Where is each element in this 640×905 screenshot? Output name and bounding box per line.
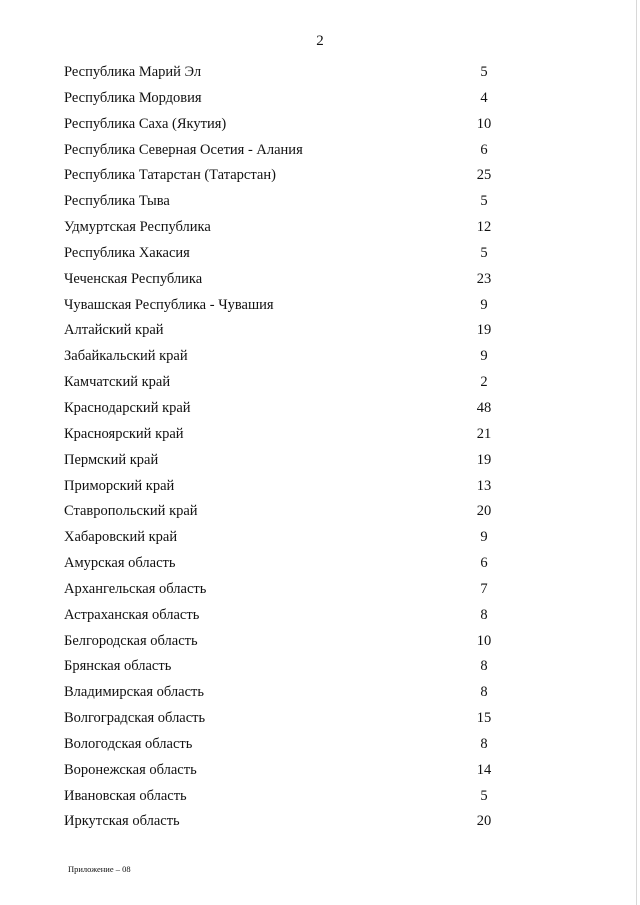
scan-edge-line [636, 0, 637, 905]
region-value: 10 [476, 115, 492, 132]
region-name: Чувашская Республика - Чувашия [64, 296, 274, 313]
table-row [64, 633, 504, 659]
region-name: Воронежская область [64, 761, 197, 778]
table-row [64, 426, 504, 452]
table-row [64, 219, 504, 245]
region-name: Владимирская область [64, 684, 204, 701]
region-name: Удмуртская Республика [64, 219, 211, 236]
table-row [64, 529, 504, 555]
table-row [64, 658, 504, 684]
region-value: 5 [480, 64, 488, 80]
region-value: 20 [476, 813, 492, 830]
region-name: Вологодская область [64, 735, 193, 752]
region-value: 4 [480, 89, 488, 106]
table-row [64, 167, 504, 193]
region-value: 21 [476, 425, 492, 442]
table-row [64, 684, 504, 710]
table-row [64, 788, 504, 814]
region-name: Астраханская область [64, 606, 200, 623]
region-name: Чеченская Республика [64, 270, 203, 287]
table-row [64, 193, 504, 219]
region-name: Ставропольский край [64, 503, 198, 520]
region-name: Республика Марий Эл [64, 64, 202, 80]
footer-label: Приложение – 08 [68, 864, 131, 874]
page-number: 2 [316, 33, 324, 49]
table-row [64, 736, 504, 762]
region-name: Иркутская область [64, 813, 180, 830]
table-row [64, 813, 504, 839]
region-name: Амурская область [64, 555, 176, 572]
region-name: Республика Хакасия [64, 244, 190, 261]
region-value: 6 [480, 555, 488, 572]
region-value: 19 [476, 322, 492, 339]
region-value: 13 [476, 477, 492, 494]
table-row [64, 452, 504, 478]
table-row [64, 555, 504, 581]
region-name: Забайкальский край [64, 348, 188, 365]
region-value: 14 [476, 761, 492, 778]
region-value: 20 [476, 503, 492, 520]
region-name: Республика Татарстан (Татарстан) [64, 167, 276, 184]
region-name: Приморский край [64, 477, 175, 494]
region-name: Брянская область [64, 658, 172, 675]
table-row [64, 90, 504, 116]
region-name: Краснодарский край [64, 399, 191, 416]
region-name: Хабаровский край [64, 529, 178, 546]
region-value: 6 [480, 141, 488, 158]
region-value: 5 [480, 193, 488, 210]
table-row [64, 607, 504, 633]
region-value: 2 [480, 374, 488, 391]
region-value: 12 [476, 219, 492, 236]
region-name: Алтайский край [64, 322, 164, 339]
region-value: 8 [480, 658, 488, 675]
region-value: 5 [480, 787, 488, 804]
region-name: Республика Мордовия [64, 89, 202, 106]
table-row [64, 762, 504, 788]
region-value: 7 [480, 580, 488, 597]
region-name: Пермский край [64, 451, 159, 468]
table-row [64, 581, 504, 607]
region-value: 15 [476, 710, 492, 727]
region-value: 25 [476, 167, 492, 184]
table-row [64, 503, 504, 529]
region-value: 5 [480, 244, 488, 261]
region-name: Белгородская область [64, 632, 198, 649]
region-name: Архангельская область [64, 580, 207, 597]
table-row [64, 142, 504, 168]
table-row [64, 374, 504, 400]
region-value: 8 [480, 735, 488, 752]
region-name: Красноярский край [64, 425, 184, 442]
region-value: 48 [476, 399, 492, 416]
table-row [64, 348, 504, 374]
table-row [64, 64, 504, 90]
table-row [64, 271, 504, 297]
region-value: 10 [476, 632, 492, 649]
region-name: Республика Северная Осетия - Алания [64, 141, 303, 158]
table-row [64, 710, 504, 736]
region-value: 23 [476, 270, 492, 287]
table-row [64, 400, 504, 426]
table-row [64, 297, 504, 323]
region-name: Республика Тыва [64, 193, 170, 210]
region-value: 19 [476, 451, 492, 468]
region-name: Республика Саха (Якутия) [64, 115, 227, 132]
region-name: Камчатский край [64, 374, 171, 391]
region-list [64, 64, 504, 839]
region-value: 9 [480, 296, 488, 313]
table-row [64, 322, 504, 348]
region-name: Ивановская область [64, 787, 187, 804]
region-value: 9 [480, 348, 488, 365]
region-value: 8 [480, 684, 488, 701]
region-value: 9 [480, 529, 488, 546]
table-row [64, 116, 504, 142]
table-row [64, 478, 504, 504]
table-row [64, 245, 504, 271]
region-name: Волгоградская область [64, 710, 206, 727]
region-value: 8 [480, 606, 488, 623]
